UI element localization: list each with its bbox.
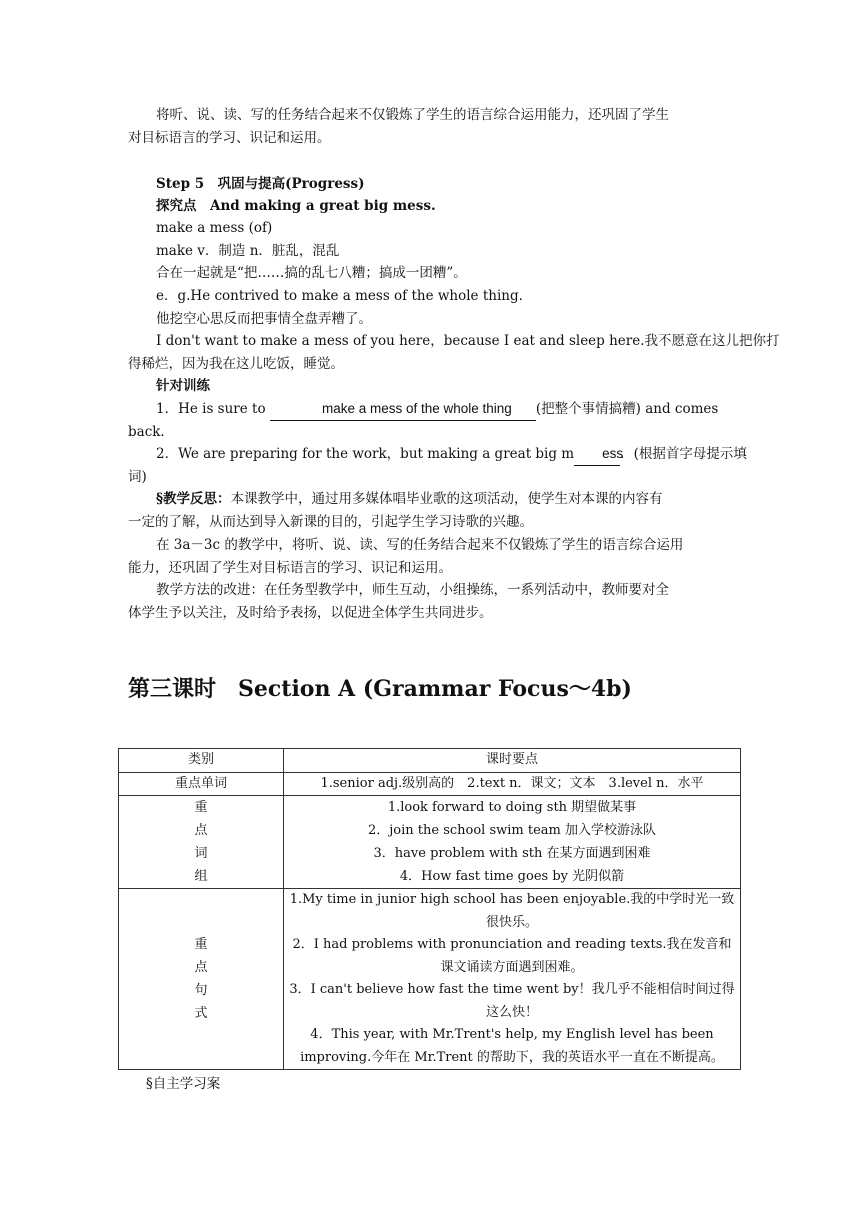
phrase-item: 2．join the school swim team 加入学校游泳队 — [367, 823, 657, 838]
label-char: 式 — [194, 1006, 208, 1021]
question-text: (把整个事情搞糟) and comes — [535, 401, 719, 417]
paragraph-line: 体学生予以关注，及时给予表扬，以促进全体学生共同进步。 — [128, 605, 493, 621]
label-char: 重 — [194, 800, 208, 815]
sentence-item: 1.My time in junior high school has been enjoyable.我的中学时光一致很快乐。 — [289, 892, 735, 930]
sentence-item: 2．I had problems with pronunciation and reading texts.我在发音和课文诵读方面遇到困难。 — [292, 937, 732, 975]
question-text: ．(根据首字母提示填 — [620, 446, 747, 462]
example-line: 得稀烂，因为我在这儿吃饭，睡觉。 — [128, 356, 344, 372]
row-value-list — [284, 796, 741, 889]
answer-blank: make a mess of the whole thing — [270, 398, 536, 421]
sentence-item: 4．This year, with Mr.Trent's help, my English level has been improving.今年在 Mr.Trent 的帮助下，我的英语水平一直在不断提高。 — [300, 1027, 724, 1065]
lesson-points-table — [118, 748, 741, 1070]
explanation-line: 合在一起就是“把……搞的乱七八糟；搞成一团糟”。 — [156, 265, 467, 281]
table-header-cell: 类别 — [119, 749, 284, 773]
explore-point: 探究点 And making a great big mess. — [156, 198, 436, 214]
table-header-cell: 课时要点 — [284, 749, 741, 773]
sentence-item: 3．I can't believe how fast the time went by！我几乎不能相信时间过得这么快！ — [289, 982, 735, 1020]
definition-line: make v．制造 n．脏乱，混乱 — [156, 243, 340, 259]
label-char: 重 — [194, 937, 208, 952]
table-header-row — [119, 749, 741, 773]
row-value: 1.senior adj.级别高的 2.text n．课文；文本 3.level n．水平 — [284, 772, 741, 796]
example-line: e．g.He contrived to make a mess of the whole thing. — [156, 288, 523, 304]
table-row — [119, 889, 741, 1070]
row-label-vertical — [119, 889, 284, 1070]
label-char: 组 — [194, 869, 208, 884]
reflection-line — [128, 488, 740, 510]
table-row — [119, 796, 741, 889]
example-line: I don't want to make a mess of you here，because I eat and sleep here.我不愿意在这儿把你打 — [156, 333, 780, 349]
reflection-text: 本课教学中，通过用多媒体唱毕业歌的这项活动，使学生对本课的内容有 — [230, 491, 663, 507]
row-label: 重点单词 — [119, 772, 284, 796]
phrase-item: 3．have problem with sth 在某方面遇到困难 — [373, 846, 651, 861]
label-char: 点 — [194, 960, 208, 975]
question-text: 1．He is sure to — [156, 401, 270, 417]
label-char: 点 — [194, 823, 208, 838]
practice-heading: 针对训练 — [156, 378, 210, 394]
row-value-list — [284, 889, 741, 1070]
table-row — [119, 772, 741, 796]
question-text: 2．We are preparing for the work，but making a great big m — [156, 446, 575, 462]
paragraph-line: 能力，还巩固了学生对目标语言的学习、识记和运用。 — [128, 560, 452, 576]
example-translation: 他挖空心思反而把事情全盘弄糟了。 — [156, 311, 372, 327]
question-1 — [128, 398, 740, 421]
phrase-line: make a mess (of) — [156, 220, 273, 236]
phrase-item: 4．How fast time goes by 光阴似箭 — [399, 869, 625, 884]
section-heading: 第三课时 Section A (Grammar Focus～4b) — [128, 676, 632, 702]
question-1-continued: back. — [128, 424, 165, 440]
row-label-vertical — [119, 796, 284, 889]
paragraph-line: 教学方法的改进：在任务型教学中，师生互动，小组操练，一系列活动中，教师要对全 — [156, 582, 669, 598]
self-study-heading: §自主学习案 — [146, 1076, 221, 1092]
question-2 — [128, 443, 747, 466]
answer-blank: ess — [574, 443, 620, 466]
label-char: 句 — [194, 983, 208, 998]
label-char: 词 — [194, 846, 208, 861]
paragraph-line: 将听、说、读、写的任务结合起来不仅锻炼了学生的语言综合运用能力，还巩固了学生 — [156, 107, 669, 123]
paragraph-line: 在 3a－3c 的教学中，将听、说、读、写的任务结合起来不仅锻炼了学生的语言综合运用 — [156, 537, 684, 553]
paragraph-line: 对目标语言的学习、识记和运用。 — [128, 130, 331, 146]
phrase-item: 1.look forward to doing sth 期望做某事 — [387, 800, 637, 815]
reflection-line: 一定的了解，从而达到导入新课的目的，引起学生学习诗歌的兴趣。 — [128, 514, 533, 530]
question-2-continued: 词) — [128, 469, 147, 485]
reflection-label: §教学反思： — [156, 491, 231, 507]
step-heading: Step 5 巩固与提高(Progress) — [156, 176, 365, 192]
